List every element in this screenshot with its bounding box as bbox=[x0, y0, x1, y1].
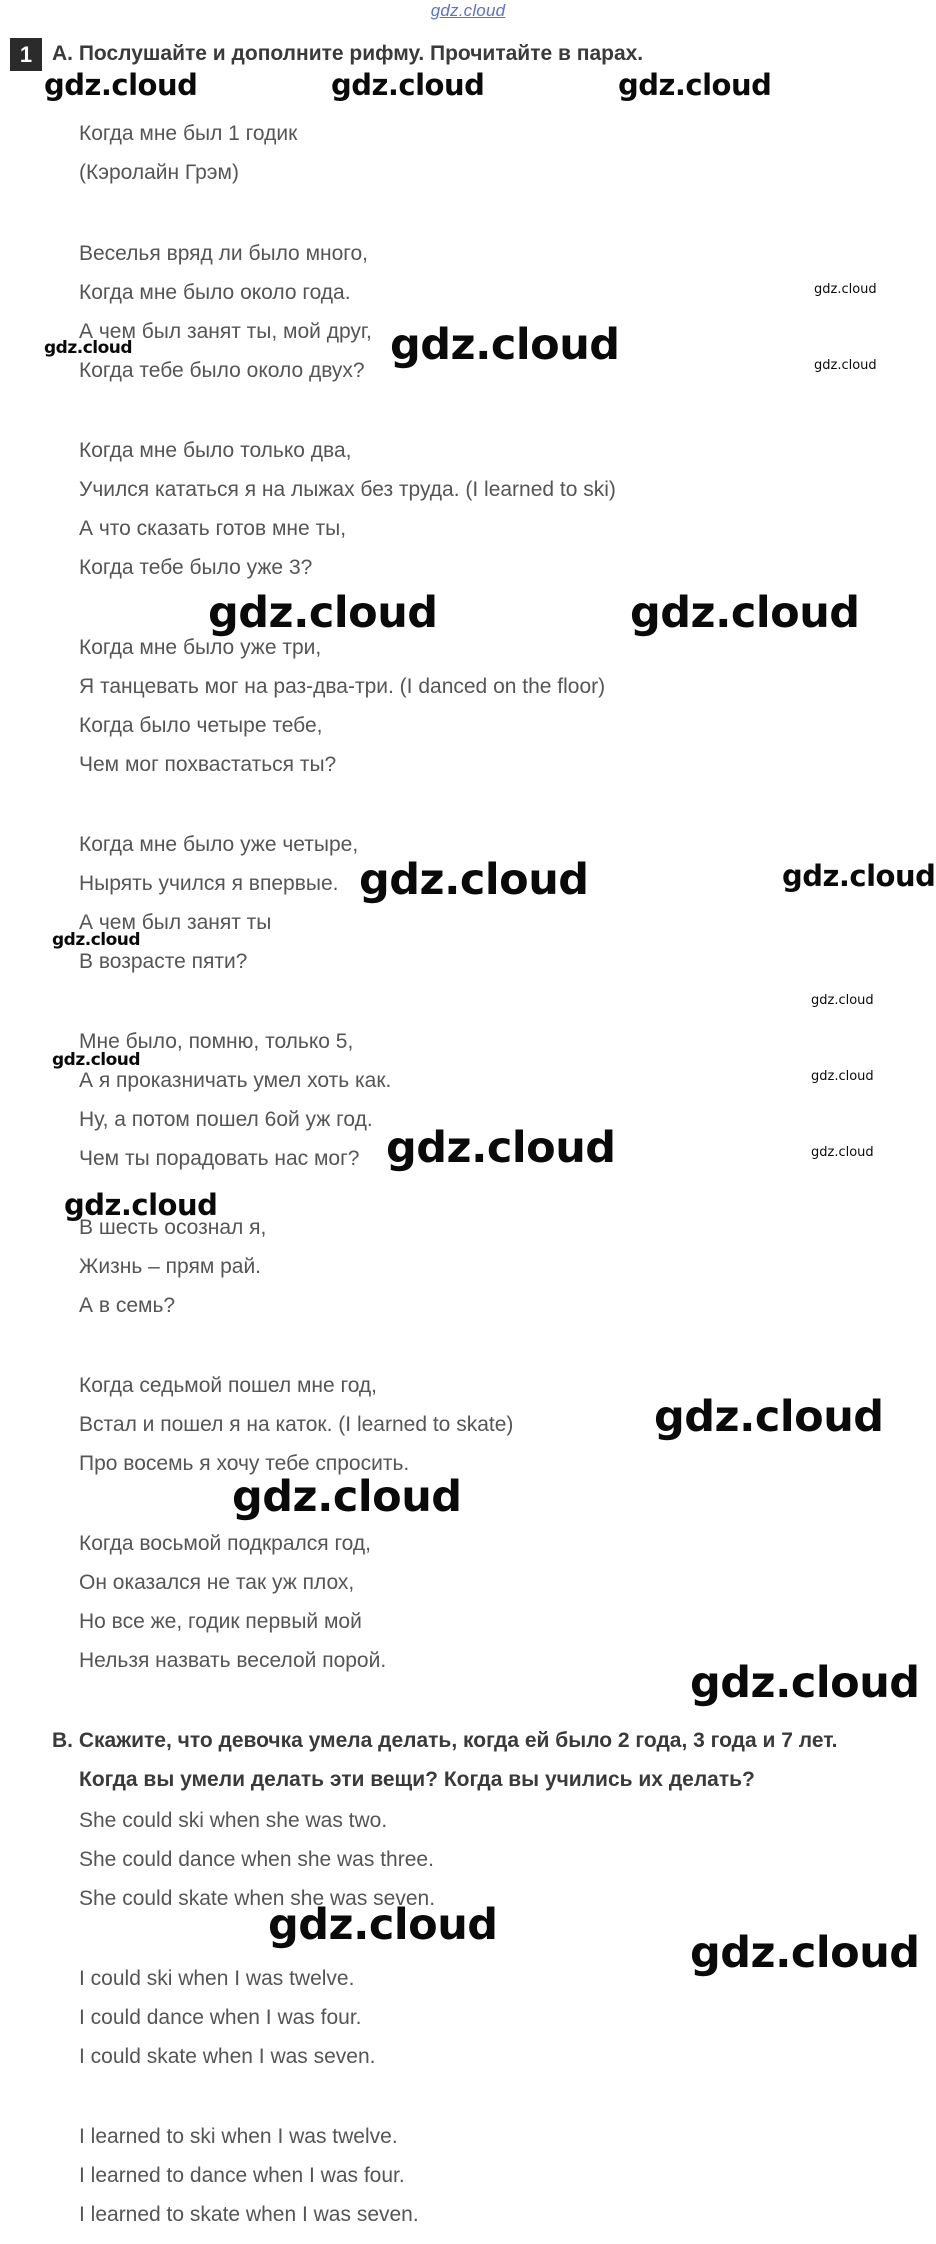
watermark: gdz.cloud bbox=[52, 930, 141, 950]
part-a-heading: А. Послушайте и дополните рифму. Прочитайте в парах. bbox=[52, 42, 644, 65]
answer-line: I learned to ski when I was twelve. bbox=[79, 2125, 398, 2148]
poem-line: Когда мне было уже три, bbox=[79, 636, 322, 659]
answer-line: I learned to dance when I was four. bbox=[79, 2164, 405, 2187]
poem-line: Нырять учился я впервые. bbox=[79, 872, 339, 895]
watermark: gdz.cloud bbox=[390, 320, 620, 370]
watermark: gdz.cloud bbox=[44, 68, 198, 102]
answer-line: I could dance when I was four. bbox=[79, 2006, 362, 2029]
poem-line: Когда мне было уже четыре, bbox=[79, 833, 359, 856]
answer-line: She could skate when she was seven. bbox=[79, 1887, 436, 1910]
answer-line: She could dance when she was three. bbox=[79, 1848, 434, 1871]
answer-line: She could ski when she was two. bbox=[79, 1809, 388, 1832]
poem-line: Я танцевать мог на раз-два-три. (I danced on the floor) bbox=[79, 675, 606, 698]
answer-line: I could skate when I was seven. bbox=[79, 2045, 376, 2068]
watermark: gdz.cloud bbox=[331, 68, 485, 102]
poem-line: Ну, а потом пошел 6ой уж год. bbox=[79, 1108, 373, 1131]
watermark: gdz.cloud bbox=[44, 338, 133, 358]
watermark: gdz.cloud bbox=[64, 1188, 218, 1222]
poem-line: Когда мне было только два, bbox=[79, 439, 352, 462]
watermark: gdz.cloud bbox=[814, 282, 877, 297]
poem-line: Но все же, годик первый мой bbox=[79, 1610, 362, 1633]
watermark: gdz.cloud bbox=[690, 1928, 920, 1978]
poem-line: Чем мог похвастаться ты? bbox=[79, 753, 337, 776]
poem-line: А в семь? bbox=[79, 1294, 176, 1317]
site-link[interactable]: gdz.cloud bbox=[430, 1, 506, 20]
poem-line: Встал и пошел я на каток. (I learned to skate) bbox=[79, 1413, 514, 1436]
watermark: gdz.cloud bbox=[782, 859, 936, 893]
watermark: gdz.cloud bbox=[386, 1123, 616, 1173]
part-b-heading: В. Скажите, что девочка умела делать, когда ей было 2 года, 3 года и 7 лет. bbox=[52, 1729, 838, 1752]
poem-line: А чем был занят ты, мой друг, bbox=[79, 320, 372, 343]
poem-line: Когда восьмой подкрался год, bbox=[79, 1532, 371, 1555]
part-b-subheading: Когда вы умели делать эти вещи? Когда вы учились их делать? bbox=[79, 1768, 755, 1791]
poem-line: Чем ты порадовать нас мог? bbox=[79, 1147, 360, 1170]
poem-line: Веселья вряд ли было много, bbox=[79, 242, 368, 265]
poem-line: Когда седьмой пошел мне год, bbox=[79, 1374, 378, 1397]
watermark: gdz.cloud bbox=[630, 588, 860, 638]
watermark: gdz.cloud bbox=[811, 1145, 874, 1160]
poem-line: Он оказался не так уж плох, bbox=[79, 1571, 355, 1594]
poem-line: Когда тебе было уже 3? bbox=[79, 556, 313, 579]
poem-line: Жизнь – прям рай. bbox=[79, 1255, 262, 1278]
poem-line: Когда было четыре тебе, bbox=[79, 714, 323, 737]
watermark: gdz.cloud bbox=[359, 855, 589, 905]
poem-line: В шесть осознал я, bbox=[79, 1216, 267, 1239]
poem-line: Когда мне был 1 годик bbox=[79, 122, 298, 145]
watermark: gdz.cloud bbox=[618, 68, 772, 102]
answer-line: I learned to skate when I was seven. bbox=[79, 2203, 419, 2226]
poem-line: В возрасте пяти? bbox=[79, 950, 248, 973]
poem-line: А чем был занят ты bbox=[79, 911, 272, 934]
watermark: gdz.cloud bbox=[208, 588, 438, 638]
poem-line: Учился кататься я на лыжах без труда. (I learned to ski) bbox=[79, 478, 616, 501]
watermark: gdz.cloud bbox=[811, 1069, 874, 1084]
poem-line: Мне было, помню, только 5, bbox=[79, 1030, 354, 1053]
poem-line: Когда мне было около года. bbox=[79, 281, 351, 304]
poem-line: Нельзя назвать веселой порой. bbox=[79, 1649, 387, 1672]
watermark: gdz.cloud bbox=[52, 1050, 141, 1070]
poem-line: Про восемь я хочу тебе спросить. bbox=[79, 1452, 410, 1475]
watermark: gdz.cloud bbox=[654, 1392, 884, 1442]
poem-line: А что сказать готов мне ты, bbox=[79, 517, 347, 540]
watermark: gdz.cloud bbox=[690, 1658, 920, 1708]
task-number-badge: 1 bbox=[10, 38, 42, 71]
poem-line: Когда тебе было около двух? bbox=[79, 359, 365, 382]
watermark: gdz.cloud bbox=[811, 993, 874, 1008]
poem-line: А я проказничать умел хоть как. bbox=[79, 1069, 392, 1092]
watermark: gdz.cloud bbox=[268, 1900, 498, 1950]
answer-line: I could ski when I was twelve. bbox=[79, 1967, 355, 1990]
watermark: gdz.cloud bbox=[814, 358, 877, 373]
watermark: gdz.cloud bbox=[232, 1472, 462, 1522]
poem-line: (Кэролайн Грэм) bbox=[79, 161, 239, 184]
